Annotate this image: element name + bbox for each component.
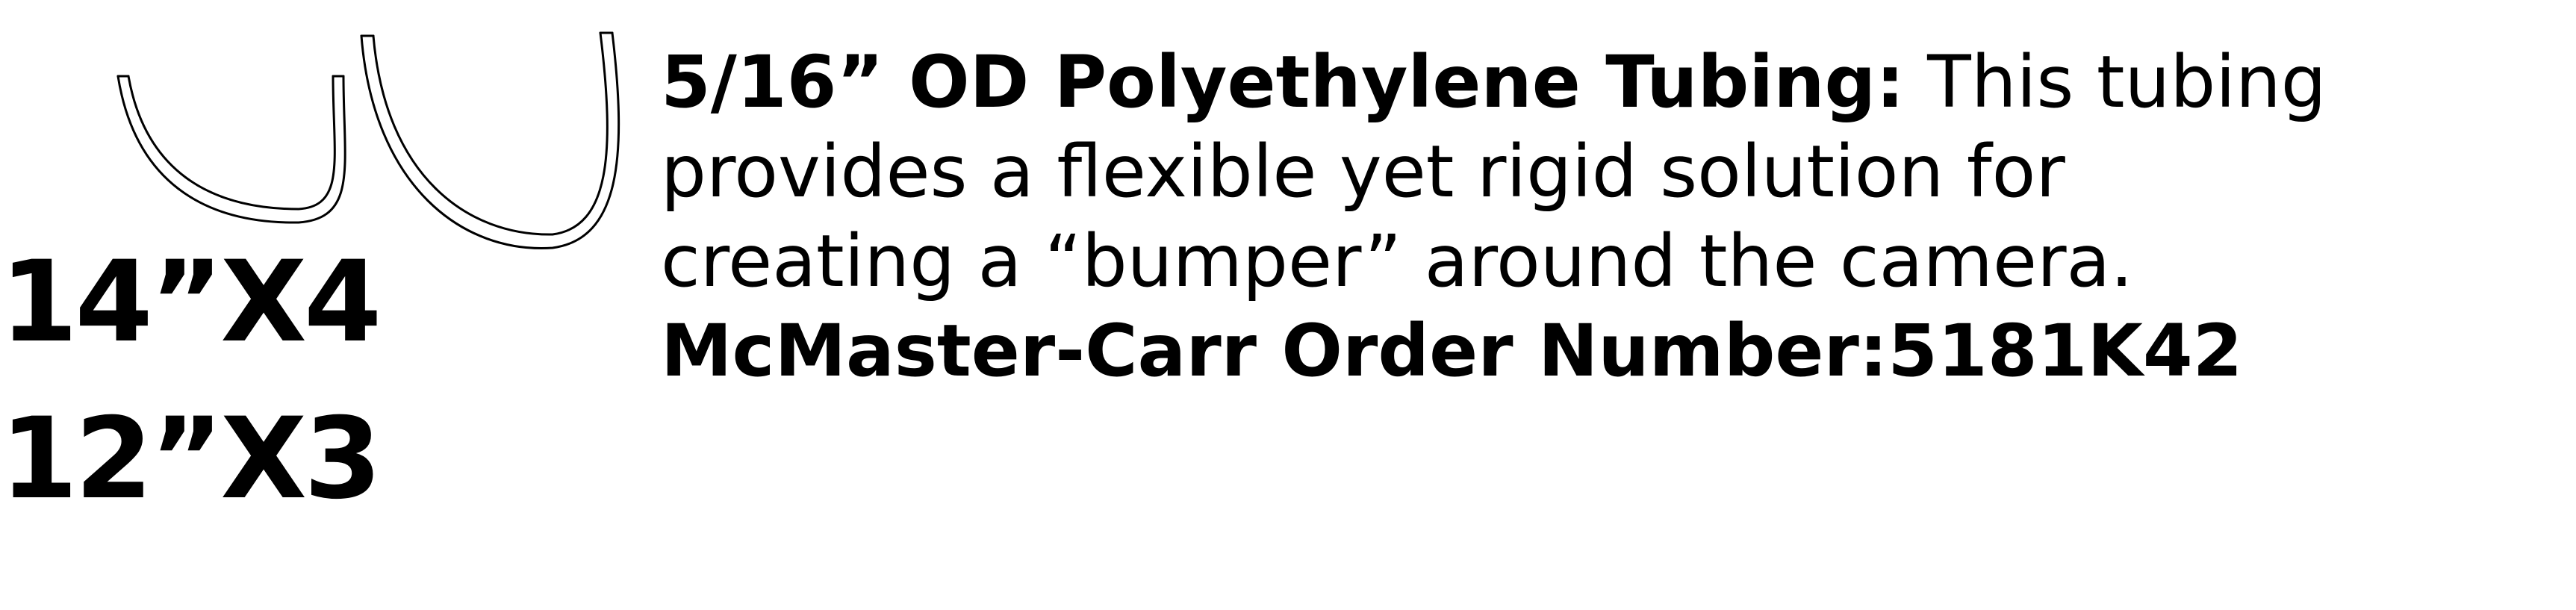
long-tube-icon xyxy=(361,33,619,248)
order-number-value: 5181K42 xyxy=(1888,309,2243,393)
order-number-label: McMaster-Carr Order Number: xyxy=(661,309,1888,393)
quantity-label-14in: 14”X4 xyxy=(0,237,379,367)
description-text-1: This tubing xyxy=(1927,40,2327,124)
short-tube-icon xyxy=(118,76,345,222)
description-line-3: creating a “bumper” around the camera. xyxy=(661,220,2133,303)
product-name: 5/16” OD Polyethylene Tubing: xyxy=(661,40,1905,124)
order-number-line xyxy=(661,306,2550,396)
description-line-2: provides a flexible yet rigid solution for xyxy=(661,130,2065,214)
product-description xyxy=(661,37,2550,396)
description-line-1 xyxy=(661,37,2550,127)
quantity-label-12in: 12”X3 xyxy=(0,394,379,524)
